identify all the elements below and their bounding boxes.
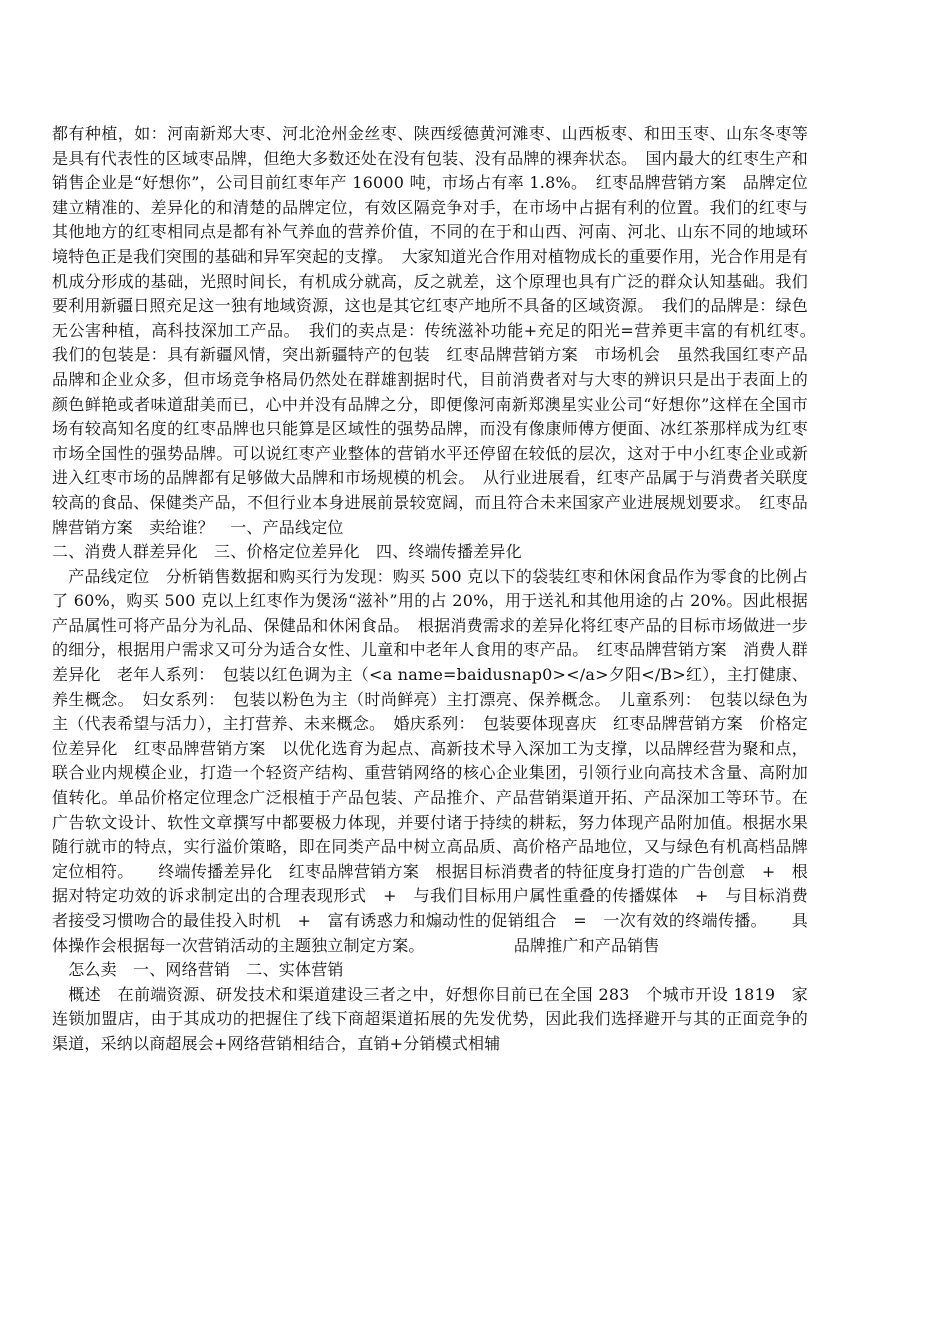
document-body [52, 122, 825, 1057]
paragraph-overview: 概述 在前端资源、研发技术和渠道建设三者之中，好想你目前已在全国 283 个城市开设 1819 家连锁加盟店，由于其成功的把握住了线下商超渠道拓展的先发优势，因此我们选择避开与其的正面竞争的渠道，采纳以商超展会+网络营销相结合，直销+分销模式相辅 [52, 984, 808, 1053]
paragraph-how-to-sell: 怎么卖 一、网络营销 二、实体营销 [52, 960, 344, 980]
paragraph-outline-list: 二、消费人群差异化 三、价格定位差异化 四、终端传播差异化 [52, 542, 522, 562]
paragraph-product-line: 产品线定位 分析销售数据和购买行为发现：购买 500 克以下的袋装红枣和休闲食品作为零食的比例占了 60%，购买 500 克以上红枣作为煲汤“滋补”用的占 20%，用于送礼和其他用途的占 20%。因此根据产品属性可将产品分为礼品、保健品和休闲食品。 根据消费需求的差异化将红枣产品的目标市场做进一步的细分，根据用户需求又可分为适合女性、儿童和中老年人食用的枣产品。 红枣品牌营销方案 消费人群差异化 老年人系列： 包装以红色调为主（<a name=baidusnap0></a>夕阳</B>红），主打健康、养生概念。 妇女系列： 包装以粉色为主（时尚鲜亮）主打漂亮、保养概念。 儿童系列： 包装以绿色为主（代表希望与活力），主打营养、未来概念。 婚庆系列： 包装要体现喜庆 红枣品牌营销方案 价格定位差异化 红枣品牌营销方案 以优化选育为起点、高新技术导入深加工为支撑，以品牌经营为聚和点，联合业内规模企业，打造一个轻资产结构、重营销网络的核心企业集团，引领行业向高技术含量、高附加值转化。单品价格定位理念广泛根植于产品包装、产品推介、产品营销渠道开拓、产品深加工等环节。在广告软文设计、软性文章撰写中都要极力体现，并要付诸于持续的耕耘，努力体现产品附加值。根据水果随行就市的特点，实行溢价策略，即在同类产品中树立高品质、高价格产品地位，又与绿色有机高档品牌定位相符。 终端传播差异化 红枣品牌营销方案 根据目标消费者的特征度身打造的广告创意 + 根据对特定功效的诉求制定出的合理表现形式 + 与我们目标用户属性重叠的传播媒体 + 与目标消费者接受习惯吻合的最佳投入时机 + 富有诱惑力和煽动性的促销组合 = 一次有效的终端传播。 具体操作会根据每一次营销活动的主题独立制定方案。 品牌推广和产品销售 [52, 566, 808, 955]
paragraph-background: 都有种植，如：河南新郑大枣、河北沧州金丝枣、陕西绥德黄河滩枣、山西板枣、和田玉枣、山东冬枣等是具有代表性的区域枣品牌，但绝大多数还处在没有包装、没有品牌的裸奔状态。 国内最大的红枣生产和销售企业是“好想你”，公司目前红枣年产 16000 吨，市场占有率 1.8%。 红枣品牌营销方案 品牌定位 建立精准的、差异化的和清楚的品牌定位，有效区隔竞争对手，在市场中占据有利的位置。我们的红枣与其他地方的红枣相同点是都有补气养血的营养价值，不同的在于和山西、河南、河北、山东不同的地域环境特色正是我们突围的基础和异军突起的支撑。 大家知道光合作用对植物成长的重要作用，光合作用是有机成分形成的基础，光照时间长，有机成分就高，反之就差，这个原理也具有广泛的群众认知基础。我们要利用新疆日照充足这一独有地域资源，这也是其它红枣产地所不具备的区域资源。 我们的品牌是：绿色无公害种植，高科技深加工产品。 我们的卖点是：传统滋补功能+充足的阳光=营养更丰富的有机红枣。 我们的包装是：具有新疆风情，突出新疆特产的包装 红枣品牌营销方案 市场机会 虽然我国红枣产品品牌和企业众多，但市场竞争格局仍然处在群雄割据时代，目前消费者对与大枣的辨识只是出于表面上的颜色鲜艳或者味道甜美而已，心中并没有品牌之分，即便像河南新郑澳星实业公司“好想你”这样在全国市场有较高知名度的红枣品牌也只能算是区域性的强势品牌，而没有像康师傅方便面、冰红茶那样成为红枣市场全国性的强势品牌。可以说红枣产业整体的营销水平还停留在较低的层次，这对于中小红枣企业或新进入红枣市场的品牌都有足够做大品牌和市场规模的机会。 从行业进展看，红枣产品属于与消费者关联度较高的食品、保健类产品，不但行业本身进展前景较宽阔，而且符合未来国家产业进展规划要求。 红枣品牌营销方案 卖给谁？ 一、产品线定位 [52, 124, 825, 537]
